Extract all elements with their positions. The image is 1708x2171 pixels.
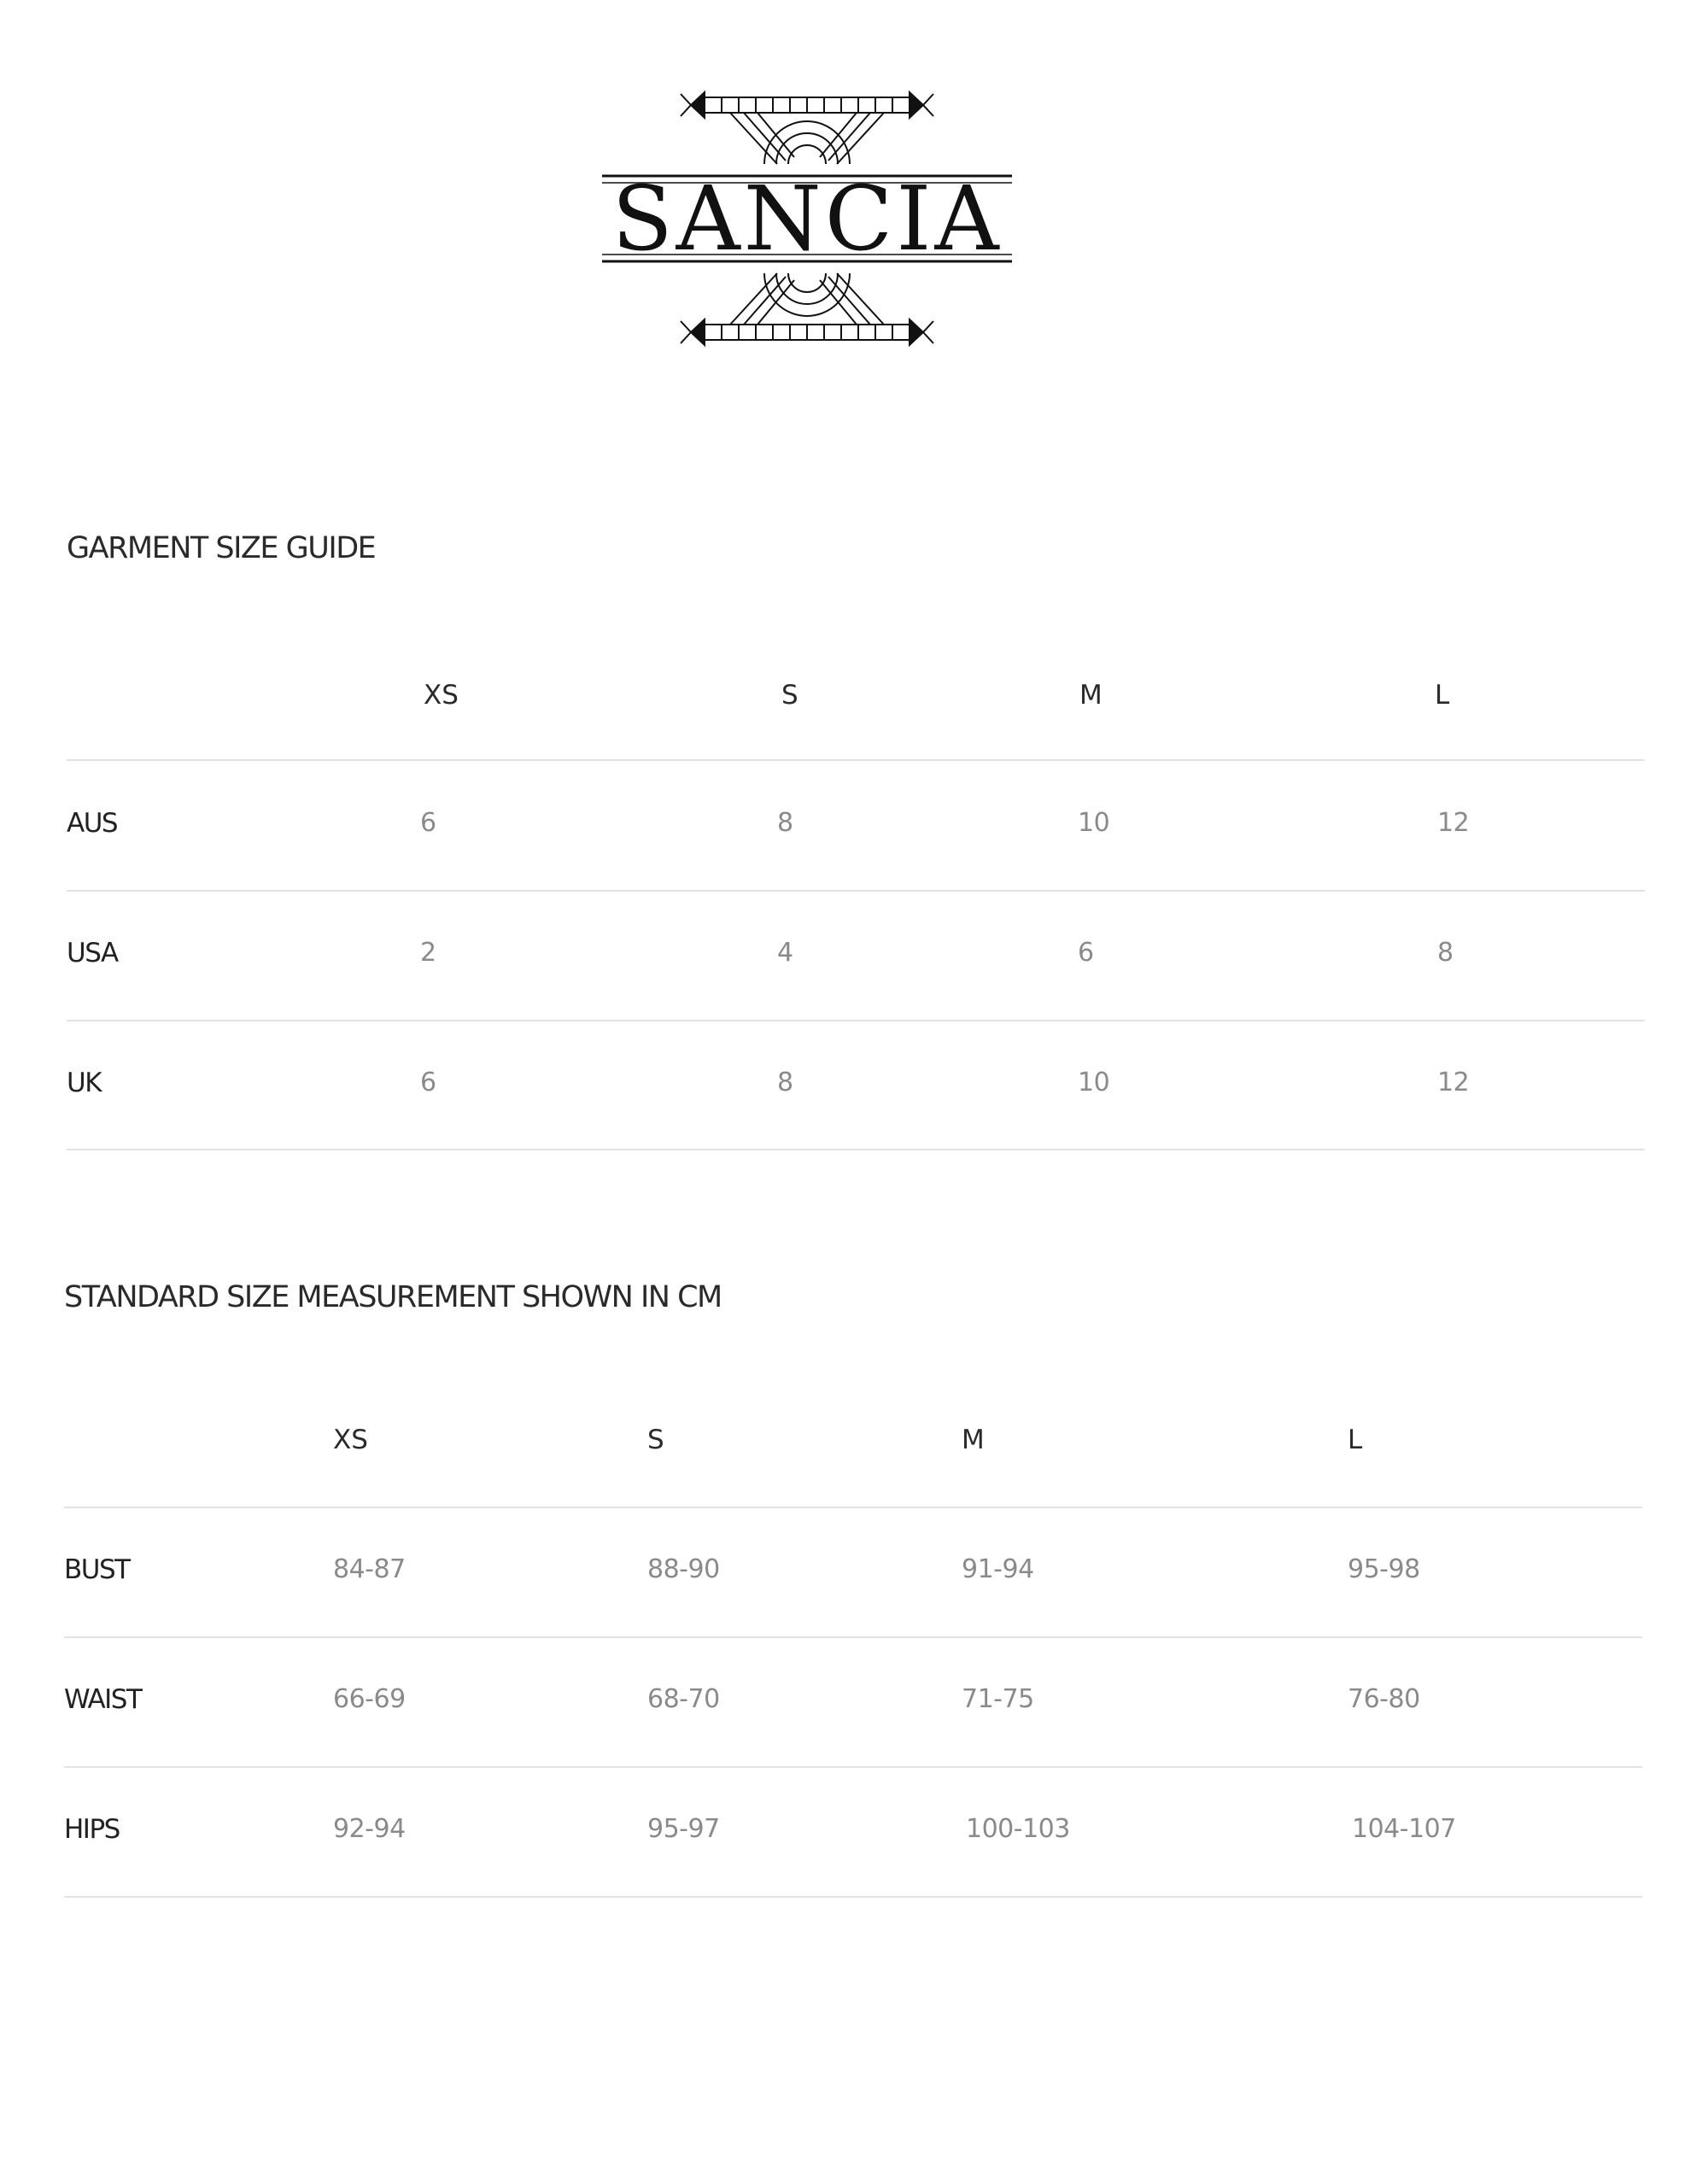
table-cell: 76-80 <box>1348 1684 1420 1714</box>
table-cell: 84-87 <box>333 1554 406 1584</box>
row-label-aus: AUS <box>67 808 118 839</box>
table-divider <box>64 1507 1642 1508</box>
row-label-uk: UK <box>67 1068 102 1098</box>
table-cell: 4 <box>777 938 793 968</box>
table-divider <box>64 1896 1642 1898</box>
table-divider <box>67 1149 1645 1150</box>
column-header-l: L <box>1348 1425 1363 1455</box>
table-cell: 95-97 <box>647 1814 720 1844</box>
table-cell: 92-94 <box>333 1814 406 1844</box>
table-cell: 68-70 <box>647 1684 720 1714</box>
table-cell: 8 <box>777 808 793 838</box>
row-label-waist: WAIST <box>64 1684 142 1715</box>
table-divider <box>67 759 1645 761</box>
table-cell: 95-98 <box>1348 1554 1420 1584</box>
table-cell: 8 <box>1437 938 1454 968</box>
table-cell: 8 <box>777 1068 793 1097</box>
table-cell: 100-103 <box>966 1814 1070 1844</box>
table-cell: 66-69 <box>333 1684 406 1714</box>
column-header-xs: XS <box>424 680 459 711</box>
table-cell: 10 <box>1078 808 1110 838</box>
brand-logo <box>602 85 1012 352</box>
table-cell: 12 <box>1437 1068 1470 1097</box>
table-cell: 12 <box>1437 808 1470 838</box>
table-divider <box>67 890 1645 892</box>
column-header-m: M <box>1079 680 1103 711</box>
column-header-xs: XS <box>333 1425 368 1455</box>
measurements-title: STANDARD SIZE MEASUREMENT SHOWN IN CM <box>64 1280 722 1314</box>
table-cell: 10 <box>1078 1068 1110 1097</box>
table-divider <box>64 1636 1642 1638</box>
table-divider <box>64 1766 1642 1768</box>
table-cell: 91-94 <box>962 1554 1034 1584</box>
table-cell: 71-75 <box>962 1684 1034 1714</box>
table-cell: 88-90 <box>647 1554 720 1584</box>
row-label-hips: HIPS <box>64 1814 120 1845</box>
table-cell: 104-107 <box>1352 1814 1456 1844</box>
table-cell: 6 <box>1078 938 1094 968</box>
table-divider <box>67 1020 1645 1021</box>
table-cell: 6 <box>420 1068 436 1097</box>
table-cell: 6 <box>420 808 436 838</box>
row-label-bust: BUST <box>64 1554 130 1585</box>
table-cell: 2 <box>420 938 436 968</box>
column-header-m: M <box>962 1425 985 1455</box>
garment-guide-title: GARMENT SIZE GUIDE <box>67 531 376 565</box>
column-header-s: S <box>781 680 798 711</box>
row-label-usa: USA <box>67 938 118 968</box>
brand-name: SANCIA <box>611 167 1003 271</box>
column-header-l: L <box>1435 680 1450 711</box>
column-header-s: S <box>647 1425 664 1455</box>
